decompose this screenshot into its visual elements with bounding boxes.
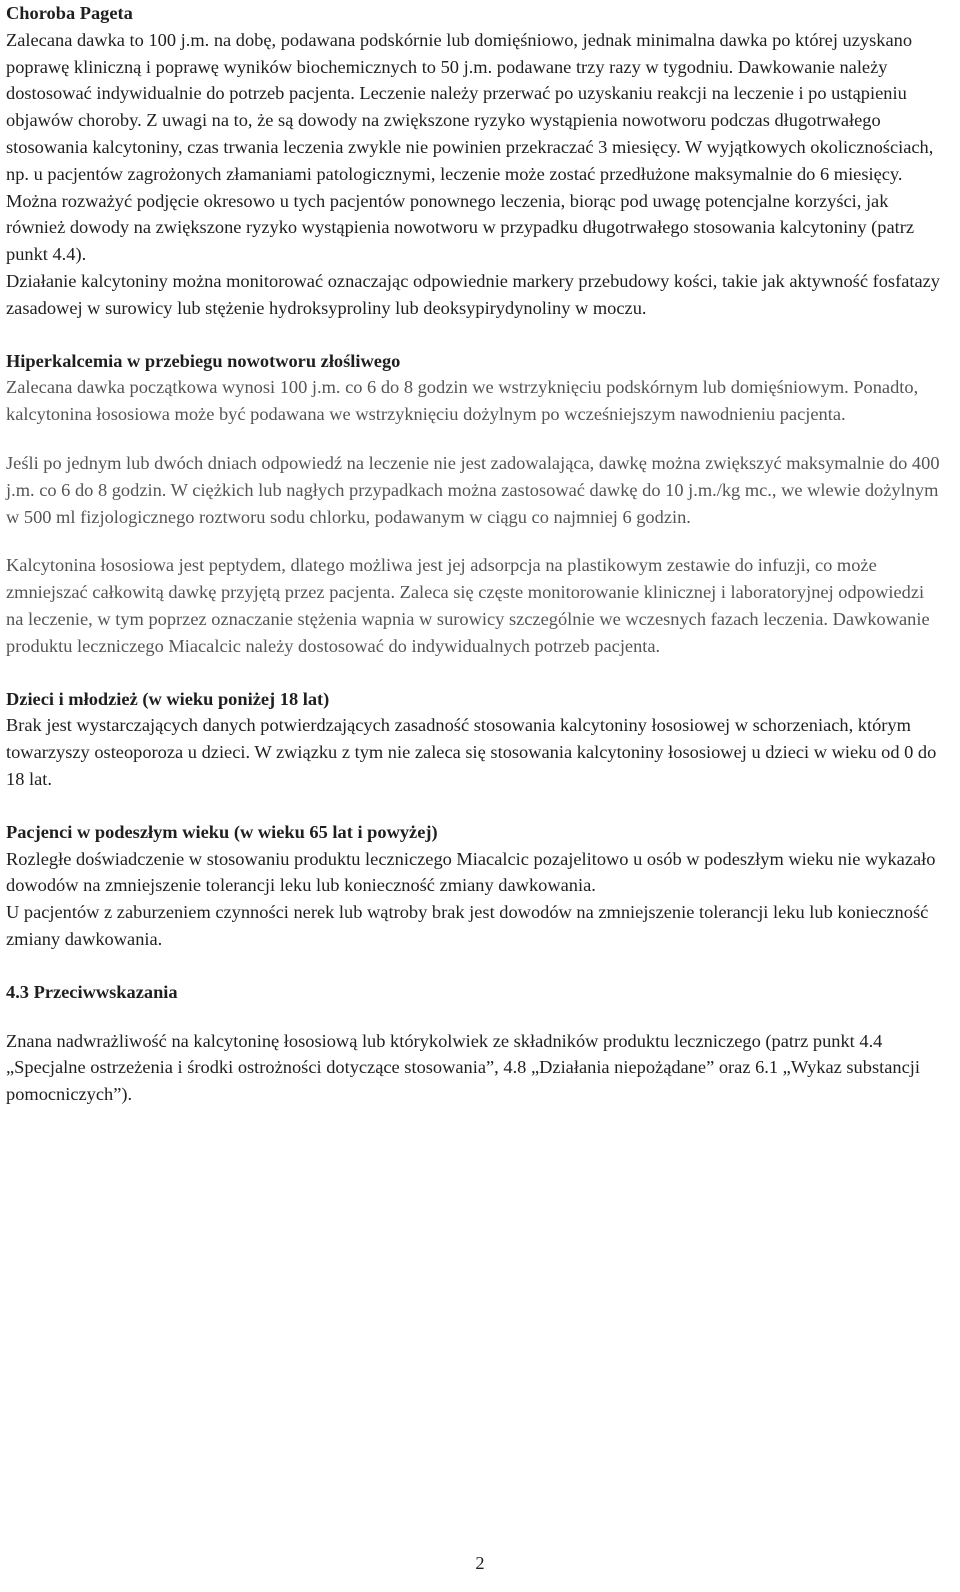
paragraph-paget-dosage: Zalecana dawka to 100 j.m. na dobę, podawana podskórnie lub domięśniowo, jednak minimalna dawka po której uzyskano poprawę kliniczną i poprawę wyników biochemicznych to 50 j.m. podawane trzy razy w tygodniu. Dawkowanie należy dostosować indywidualnie do potrzeb pacjenta. Leczenie należy przerwać po uzyskaniu reakcji na leczenie i po ustąpieniu objawów choroby. Z uwagi na to, że są dowody na zwiększone ryzyko wystąpienia nowotworu podczas długotrwałego stosowania kalcytoniny, czas trwania leczenia zwykle nie powinien przekraczać 3 miesięcy. W wyjątkowych okolicznościach, np. u pacjentów zagrożonych złamaniami patologicznymi, leczenie może zostać przedłużone maksymalnie do 6 miesięcy.	[6, 29, 934, 184]
paragraph-elderly-renal-hepatic: U pacjentów z zaburzeniem czynności nerek lub wątroby brak jest dowodów na zmniejszenie tolerancji leku lub konieczność zmiany dawkowania.	[6, 902, 929, 949]
section-heading-hypercalcemia: Hiperkalcemia w przebiegu nowotworu złośliwego	[6, 350, 401, 371]
paragraph-elderly-experience: Rozległe doświadczenie w stosowaniu produktu leczniczego Miacalcic pozajelitowo u osób w podeszłym wieku nie wykazało dowodów na zmniejszenie tolerancji leku lub konieczność zmiany dawkowania.	[6, 848, 936, 896]
paragraph-children: Brak jest wystarczających danych potwierdzających zasadność stosowania kalcytoniny łososiowej w schorzeniach, którym towarzyszy osteoporoza u dzieci. W związku z tym nie zaleca się stosowania kalcytoniny łososiowej u dzieci w wieku od 0 do 18 lat.	[6, 715, 937, 789]
section-heading-paget: Choroba Pageta	[6, 3, 133, 23]
paragraph-hypercalcemia-initial-dose: Zalecana dawka początkowa wynosi 100 j.m. co 6 do 8 godzin we wstrzyknięciu podskórnym lub domięśniowym. Ponadto, kalcytonina łososiowa może być podawana we wstrzyknięciu dożylnym po wcześniejszym nawodnieniu pacjenta.	[6, 377, 919, 425]
paragraph-hypercalcemia-dose-increase: Jeśli po jednym lub dwóch dniach odpowiedź na leczenie nie jest zadowalająca, dawkę można zwiększyć maksymalnie do 400 j.m. co 6 do 8 godzin. W ciężkich lub nagłych przypadkach można zastosować dawkę do 10 j.m./kg mc., we wlewie dożylnym w 500 ml fizjologicznego roztworu sodu chlorku, podawanym w ciągu co najmniej 6 godzin.	[6, 452, 940, 527]
paragraph-paget-retreatment: Można rozważyć podjęcie okresowo u tych pacjentów ponownego leczenia, biorąc pod uwagę potencjalne korzyści, jak również dowody na zwiększone ryzyko wystąpienia nowotworu w przypadku długotrwałego stosowania kalcytoniny (patrz punkt 4.4).	[6, 190, 915, 265]
document-page	[6, 0, 946, 1108]
section-heading-elderly: Pacjenci w podeszłym wieku (w wieku 65 lat i powyżej)	[6, 821, 438, 842]
section-heading-contraindications: 4.3 Przeciwwskazania	[6, 981, 178, 1002]
page-number: 2	[475, 1553, 485, 1573]
paragraph-hypercalcemia-adsorption: Kalcytonina łososiowa jest peptydem, dlatego możliwa jest jej adsorpcja na plastikowym zestawie do infuzji, co może zmniejszać całkowitą dawkę przyjętą przez pacjenta. Zaleca się częste monitorowanie klinicznej i laboratoryjnej odpowiedzi na leczenie, w tym poprzez oznaczanie stężenia wapnia w surowicy szczególnie we wczesnych fazach leczenia. Dawkowanie produktu leczniczego Miacalcic należy dostosować do indywidualnych potrzeb pacjenta.	[6, 555, 930, 656]
section-heading-children: Dzieci i młodzież (w wieku poniżej 18 lat)	[6, 688, 330, 709]
paragraph-paget-monitoring: Działanie kalcytoniny można monitorować oznaczając odpowiednie markery przebudowy kości, takie jak aktywność fosfatazy zasadowej w surowicy lub stężenie hydroksyproliny lub deoksypirydynoliny w moczu.	[6, 270, 940, 318]
paragraph-contraindications: Znana nadwrażliwość na kalcytoninę łososiową lub którykolwiek ze składników produktu leczniczego (patrz punkt 4.4 „Specjalne ostrzeżenia i środki ostrożności dotyczące stosowania”, 4.8 „Działania niepożądane” oraz 6.1 „Wykaz substancji pomocniczych”).	[6, 1030, 920, 1105]
